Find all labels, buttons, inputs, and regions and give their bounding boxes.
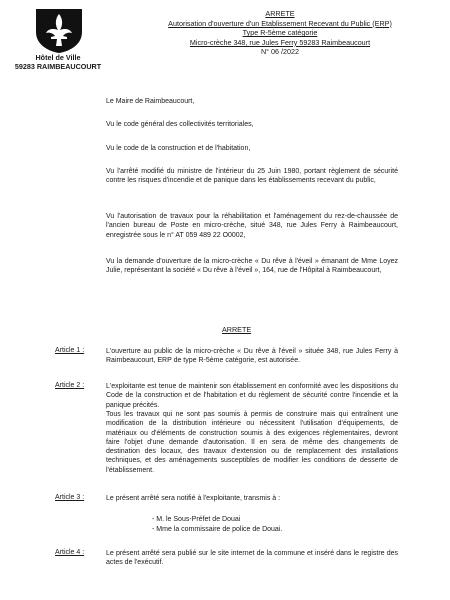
document-title: ARRETE [265, 9, 295, 18]
article-4-label: Article 4 : [55, 549, 85, 556]
article-3-label: Article 3 : [55, 494, 85, 501]
document-subtitle: Autorisation d'ouverture d'un Etablissement Recevant du Public (ERP) [168, 18, 392, 28]
municipality-line2: 59283 RAIMBEAUCOURT [14, 62, 102, 71]
preamble-maire: Le Maire de Raimbeaucourt, [106, 98, 195, 105]
preamble-vu-4: Vu l'autorisation de travaux pour la réhabilitation et l'aménagement du rez-de-chaussée de l'ancien bureau de Poste en micro-crèche, situé 348, rue Jules Ferry à Raimbeaucourt, enregistrée sous le n° AT 059 489 22 O0002, [106, 213, 398, 239]
document-type: Type R-5ème catégorie [242, 28, 318, 38]
preamble-vu-1: Vu le code général des collectivités territoriales, [106, 121, 254, 128]
municipality-block [0, 53, 116, 71]
article-2-text: L'exploitante est tenue de maintenir son établissement en conformité avec les dispositions du Code de la construction et de l'habitation et du règlement de sécurité contre l'incendie et la panique précités. [106, 383, 398, 409]
arrete-heading: ARRETE [222, 325, 252, 334]
preamble-vu-2: Vu le code de la construction et de l'habitation, [106, 145, 251, 152]
article-2-text-continued: Tous les travaux qui ne sont pas soumis à permis de construire mais qui entraînent une modification de la distribution intérieure ou nécessitent l'utilisation d'équipements, de matériaux ou d'éléments de construction soumis à des exigences réglementaires, devront faire l'objet d'une demande d'autorisation. Il en sera de même des changements de destination des locaux, des travaux d'extension ou de remplacement des installations techniques, et des aménagements susceptibles de modifier les conditions de desserte de l'établissement. [106, 411, 398, 474]
document-address: Micro-crèche 348, rue Jules Ferry 59283 Raimbeaucourt [189, 37, 371, 47]
article-4-text: Le présent arrêté sera publié sur le site internet de la commune et inséré dans le registre des actes de l'exécutif. [106, 550, 398, 567]
fleur-de-lis-crest-icon [28, 6, 90, 54]
article-3-recipient: - M. le Sous-Préfet de Douai [152, 516, 241, 523]
article-1-label: Article 1 : [55, 347, 85, 354]
article-1-text: L'ouverture au public de la micro-crèche « Du rêve à l'éveil » située 348, rue Jules Ferry à Raimbeaucourt, ERP de type R-5ème catégorie, est autorisée. [106, 348, 398, 365]
article-3-text: Le présent arrêté sera notifié à l'exploitante, transmis à : [106, 495, 281, 502]
article-2-label: Article 2 : [55, 382, 85, 389]
document-number: N° 06 /2022 [260, 47, 300, 57]
document-header [110, 9, 450, 57]
preamble-vu-3: Vu l'arrêté modifié du ministre de l'intérieur du 25 Juin 1980, portant règlement de sécurité contre les risques d'incendie et de panique dans les établissements recevant du public, [106, 168, 398, 185]
municipality-line1: Hôtel de Ville [35, 53, 81, 62]
article-3-recipient: - Mme la commissaire de police de Douai. [152, 526, 283, 533]
preamble-vu-5: Vu la demande d'ouverture de la micro-crèche « Du rêve à l'éveil » émanant de Mme Loyez Julie, représentant la société « Du rêve à l'éveil », 164, rue de l'Hôpital à Raimbeaucourt, [106, 258, 398, 275]
